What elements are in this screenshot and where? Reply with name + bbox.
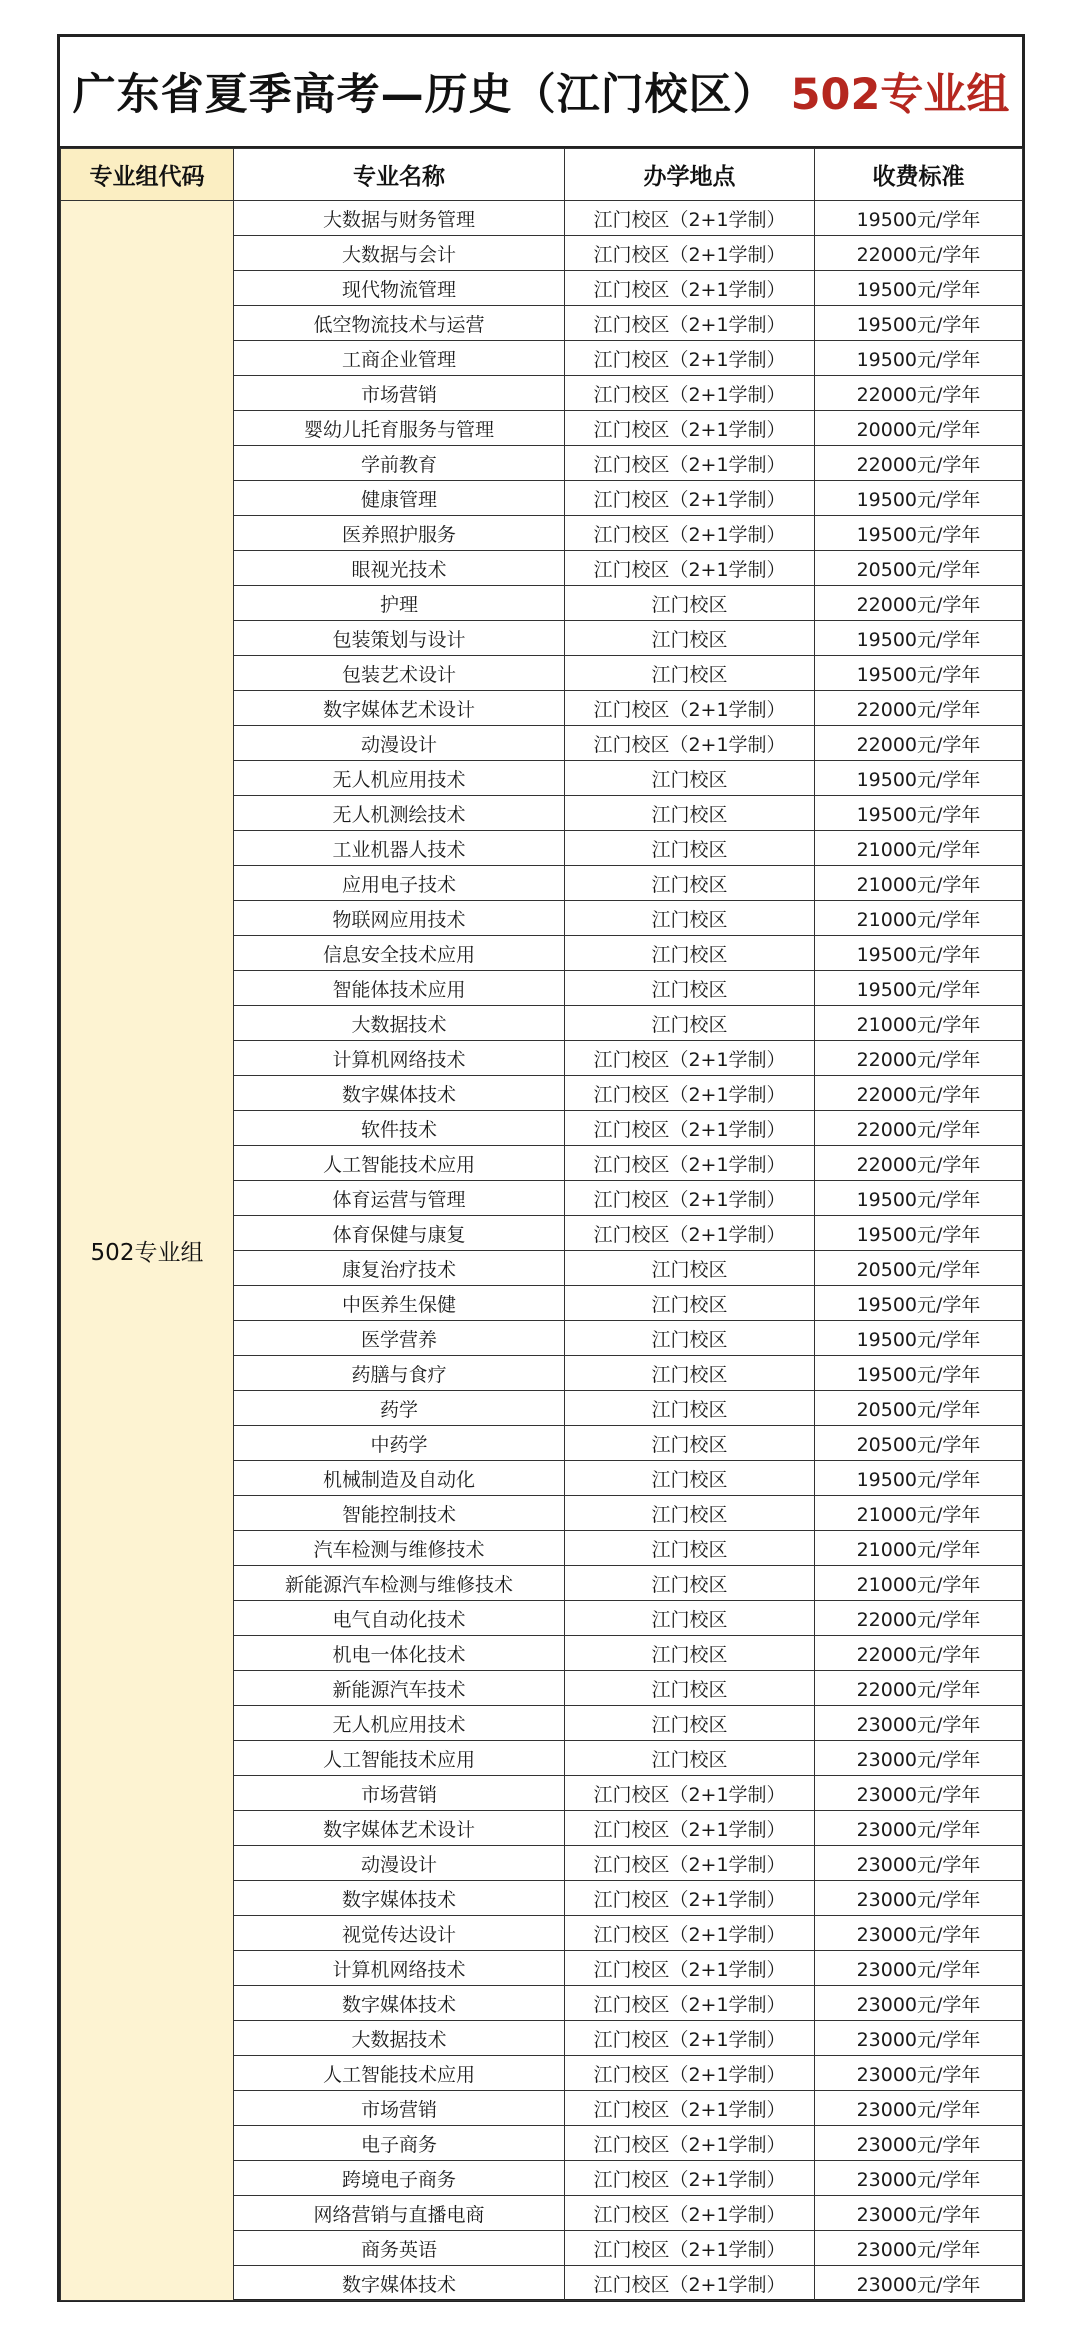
location-cell: 江门校区（2+1学制） [565, 1881, 815, 1916]
location-cell: 江门校区（2+1学制） [565, 1041, 815, 1076]
major-name-cell: 数字媒体技术 [234, 2266, 565, 2301]
location-cell: 江门校区（2+1学制） [565, 2056, 815, 2091]
location-cell: 江门校区 [565, 1706, 815, 1741]
major-name-cell: 眼视光技术 [234, 551, 565, 586]
tuition-cell: 23000元/学年 [815, 2056, 1023, 2091]
major-name-cell: 医学营养 [234, 1321, 565, 1356]
location-cell: 江门校区 [565, 971, 815, 1006]
location-cell: 江门校区 [565, 866, 815, 901]
location-cell: 江门校区（2+1学制） [565, 2126, 815, 2161]
major-name-cell: 大数据与会计 [234, 236, 565, 271]
location-cell: 江门校区 [565, 1601, 815, 1636]
group-code-cell: 502专业组 [61, 201, 234, 2301]
tuition-cell: 22000元/学年 [815, 1076, 1023, 1111]
major-name-cell: 数字媒体技术 [234, 1076, 565, 1111]
tuition-cell: 19500元/学年 [815, 271, 1023, 306]
major-name-cell: 康复治疗技术 [234, 1251, 565, 1286]
major-name-cell: 市场营销 [234, 1776, 565, 1811]
major-name-cell: 体育保健与康复 [234, 1216, 565, 1251]
column-header-location: 办学地点 [565, 149, 815, 201]
tuition-cell: 19500元/学年 [815, 1286, 1023, 1321]
major-name-cell: 低空物流技术与运营 [234, 306, 565, 341]
major-name-cell: 新能源汽车技术 [234, 1671, 565, 1706]
location-cell: 江门校区 [565, 1286, 815, 1321]
major-name-cell: 智能控制技术 [234, 1496, 565, 1531]
major-name-cell: 动漫设计 [234, 1846, 565, 1881]
major-name-cell: 工业机器人技术 [234, 831, 565, 866]
location-cell: 江门校区 [565, 901, 815, 936]
major-name-cell: 数字媒体技术 [234, 1986, 565, 2021]
tuition-cell: 23000元/学年 [815, 1811, 1023, 1846]
location-cell: 江门校区（2+1学制） [565, 1111, 815, 1146]
tuition-cell: 19500元/学年 [815, 481, 1023, 516]
tuition-cell: 23000元/学年 [815, 2161, 1023, 2196]
major-name-cell: 汽车检测与维修技术 [234, 1531, 565, 1566]
location-cell: 江门校区（2+1学制） [565, 2231, 815, 2266]
major-name-cell: 大数据技术 [234, 2021, 565, 2056]
location-cell: 江门校区 [565, 1391, 815, 1426]
location-cell: 江门校区（2+1学制） [565, 551, 815, 586]
location-cell: 江门校区（2+1学制） [565, 1846, 815, 1881]
tuition-cell: 19500元/学年 [815, 201, 1023, 236]
title-bar [60, 37, 1022, 148]
location-cell: 江门校区 [565, 796, 815, 831]
tuition-cell: 23000元/学年 [815, 2266, 1023, 2301]
major-name-cell: 电气自动化技术 [234, 1601, 565, 1636]
tuition-cell: 23000元/学年 [815, 1951, 1023, 1986]
major-name-cell: 现代物流管理 [234, 271, 565, 306]
location-cell: 江门校区 [565, 586, 815, 621]
location-cell: 江门校区（2+1学制） [565, 1986, 815, 2021]
major-name-cell: 数字媒体艺术设计 [234, 691, 565, 726]
major-name-cell: 商务英语 [234, 2231, 565, 2266]
major-name-cell: 视觉传达设计 [234, 1916, 565, 1951]
major-name-cell: 无人机应用技术 [234, 761, 565, 796]
location-cell: 江门校区（2+1学制） [565, 411, 815, 446]
major-name-cell: 大数据技术 [234, 1006, 565, 1041]
location-cell: 江门校区（2+1学制） [565, 306, 815, 341]
location-cell: 江门校区 [565, 1566, 815, 1601]
major-name-cell: 电子商务 [234, 2126, 565, 2161]
tuition-cell: 19500元/学年 [815, 516, 1023, 551]
major-name-cell: 机电一体化技术 [234, 1636, 565, 1671]
location-cell: 江门校区（2+1学制） [565, 691, 815, 726]
tuition-cell: 22000元/学年 [815, 1041, 1023, 1076]
tuition-cell: 19500元/学年 [815, 341, 1023, 376]
location-cell: 江门校区（2+1学制） [565, 1811, 815, 1846]
location-cell: 江门校区（2+1学制） [565, 376, 815, 411]
tuition-cell: 22000元/学年 [815, 1111, 1023, 1146]
major-table [60, 148, 1023, 2301]
major-name-cell: 机械制造及自动化 [234, 1461, 565, 1496]
tuition-cell: 22000元/学年 [815, 1601, 1023, 1636]
page-title: 广东省夏季高考—历史（江门校区） [72, 70, 777, 120]
major-name-cell: 网络营销与直播电商 [234, 2196, 565, 2231]
location-cell: 江门校区 [565, 1426, 815, 1461]
location-cell: 江门校区（2+1学制） [565, 1951, 815, 1986]
location-cell: 江门校区 [565, 1321, 815, 1356]
location-cell: 江门校区 [565, 1496, 815, 1531]
major-name-cell: 数字媒体技术 [234, 1881, 565, 1916]
column-header-group-code: 专业组代码 [61, 149, 234, 201]
tuition-cell: 23000元/学年 [815, 1706, 1023, 1741]
location-cell: 江门校区（2+1学制） [565, 481, 815, 516]
location-cell: 江门校区（2+1学制） [565, 201, 815, 236]
major-name-cell: 人工智能技术应用 [234, 2056, 565, 2091]
column-header-tuition: 收费标准 [815, 149, 1023, 201]
major-name-cell: 医养照护服务 [234, 516, 565, 551]
tuition-cell: 23000元/学年 [815, 1986, 1023, 2021]
tuition-cell: 23000元/学年 [815, 1881, 1023, 1916]
tuition-cell: 20500元/学年 [815, 1426, 1023, 1461]
tuition-cell: 19500元/学年 [815, 761, 1023, 796]
column-header-major-name: 专业名称 [234, 149, 565, 201]
tuition-cell: 19500元/学年 [815, 936, 1023, 971]
location-cell: 江门校区 [565, 831, 815, 866]
location-cell: 江门校区（2+1学制） [565, 2091, 815, 2126]
group-title-accent: 502专业组 [790, 70, 1010, 120]
location-cell: 江门校区（2+1学制） [565, 1146, 815, 1181]
major-name-cell: 智能体技术应用 [234, 971, 565, 1006]
location-cell: 江门校区 [565, 1741, 815, 1776]
tuition-cell: 19500元/学年 [815, 306, 1023, 341]
major-name-cell: 中药学 [234, 1426, 565, 1461]
tuition-cell: 22000元/学年 [815, 236, 1023, 271]
location-cell: 江门校区（2+1学制） [565, 516, 815, 551]
tuition-cell: 19500元/学年 [815, 796, 1023, 831]
major-name-cell: 动漫设计 [234, 726, 565, 761]
location-cell: 江门校区（2+1学制） [565, 341, 815, 376]
tuition-cell: 21000元/学年 [815, 866, 1023, 901]
major-name-cell: 药学 [234, 1391, 565, 1426]
major-name-cell: 工商企业管理 [234, 341, 565, 376]
tuition-cell: 22000元/学年 [815, 1146, 1023, 1181]
location-cell: 江门校区（2+1学制） [565, 2161, 815, 2196]
tuition-cell: 22000元/学年 [815, 691, 1023, 726]
major-name-cell: 包装艺术设计 [234, 656, 565, 691]
location-cell: 江门校区（2+1学制） [565, 726, 815, 761]
major-name-cell: 健康管理 [234, 481, 565, 516]
location-cell: 江门校区 [565, 1636, 815, 1671]
major-name-cell: 大数据与财务管理 [234, 201, 565, 236]
location-cell: 江门校区（2+1学制） [565, 1076, 815, 1111]
location-cell: 江门校区 [565, 936, 815, 971]
tuition-cell: 20500元/学年 [815, 1251, 1023, 1286]
tuition-cell: 22000元/学年 [815, 1671, 1023, 1706]
major-name-cell: 新能源汽车检测与维修技术 [234, 1566, 565, 1601]
tuition-cell: 19500元/学年 [815, 1321, 1023, 1356]
tuition-cell: 21000元/学年 [815, 1006, 1023, 1041]
major-name-cell: 无人机应用技术 [234, 1706, 565, 1741]
tuition-cell: 20500元/学年 [815, 1391, 1023, 1426]
major-name-cell: 信息安全技术应用 [234, 936, 565, 971]
location-cell: 江门校区 [565, 1006, 815, 1041]
major-name-cell: 应用电子技术 [234, 866, 565, 901]
table-header-row [61, 149, 1023, 201]
major-name-cell: 无人机测绘技术 [234, 796, 565, 831]
location-cell: 江门校区（2+1学制） [565, 1776, 815, 1811]
tuition-cell: 19500元/学年 [815, 1461, 1023, 1496]
tuition-cell: 21000元/学年 [815, 1566, 1023, 1601]
tuition-cell: 21000元/学年 [815, 831, 1023, 866]
tuition-cell: 19500元/学年 [815, 621, 1023, 656]
major-name-cell: 中医养生保健 [234, 1286, 565, 1321]
location-cell: 江门校区 [565, 1531, 815, 1566]
location-cell: 江门校区（2+1学制） [565, 2196, 815, 2231]
location-cell: 江门校区（2+1学制） [565, 1181, 815, 1216]
tuition-cell: 22000元/学年 [815, 726, 1023, 761]
major-name-cell: 护理 [234, 586, 565, 621]
tuition-cell: 19500元/学年 [815, 1216, 1023, 1251]
location-cell: 江门校区（2+1学制） [565, 271, 815, 306]
major-name-cell: 物联网应用技术 [234, 901, 565, 936]
location-cell: 江门校区 [565, 1671, 815, 1706]
major-name-cell: 学前教育 [234, 446, 565, 481]
tuition-cell: 21000元/学年 [815, 1496, 1023, 1531]
location-cell: 江门校区 [565, 621, 815, 656]
location-cell: 江门校区 [565, 1356, 815, 1391]
tuition-cell: 21000元/学年 [815, 901, 1023, 936]
location-cell: 江门校区（2+1学制） [565, 236, 815, 271]
major-name-cell: 包装策划与设计 [234, 621, 565, 656]
major-name-cell: 体育运营与管理 [234, 1181, 565, 1216]
table-row [61, 201, 1023, 236]
location-cell: 江门校区（2+1学制） [565, 1916, 815, 1951]
tuition-cell: 23000元/学年 [815, 2196, 1023, 2231]
major-name-cell: 市场营销 [234, 2091, 565, 2126]
location-cell: 江门校区 [565, 1461, 815, 1496]
major-name-cell: 软件技术 [234, 1111, 565, 1146]
location-cell: 江门校区（2+1学制） [565, 1216, 815, 1251]
tuition-cell: 22000元/学年 [815, 1636, 1023, 1671]
tuition-cell: 20000元/学年 [815, 411, 1023, 446]
tuition-cell: 23000元/学年 [815, 1776, 1023, 1811]
tuition-cell: 23000元/学年 [815, 1916, 1023, 1951]
tuition-cell: 19500元/学年 [815, 971, 1023, 1006]
tuition-cell: 19500元/学年 [815, 1356, 1023, 1391]
location-cell: 江门校区 [565, 1251, 815, 1286]
location-cell: 江门校区（2+1学制） [565, 2021, 815, 2056]
tuition-cell: 23000元/学年 [815, 2231, 1023, 2266]
tuition-cell: 22000元/学年 [815, 376, 1023, 411]
enrollment-sheet [57, 34, 1025, 2302]
tuition-cell: 22000元/学年 [815, 586, 1023, 621]
tuition-cell: 22000元/学年 [815, 446, 1023, 481]
tuition-cell: 19500元/学年 [815, 656, 1023, 691]
tuition-cell: 20500元/学年 [815, 551, 1023, 586]
location-cell: 江门校区（2+1学制） [565, 446, 815, 481]
tuition-cell: 23000元/学年 [815, 2091, 1023, 2126]
location-cell: 江门校区（2+1学制） [565, 2266, 815, 2301]
major-name-cell: 数字媒体艺术设计 [234, 1811, 565, 1846]
major-name-cell: 跨境电子商务 [234, 2161, 565, 2196]
major-name-cell: 计算机网络技术 [234, 1951, 565, 1986]
tuition-cell: 23000元/学年 [815, 2126, 1023, 2161]
tuition-cell: 23000元/学年 [815, 1846, 1023, 1881]
major-name-cell: 市场营销 [234, 376, 565, 411]
major-name-cell: 药膳与食疗 [234, 1356, 565, 1391]
table-body [61, 201, 1023, 2301]
tuition-cell: 19500元/学年 [815, 1181, 1023, 1216]
major-name-cell: 计算机网络技术 [234, 1041, 565, 1076]
location-cell: 江门校区 [565, 656, 815, 691]
major-name-cell: 人工智能技术应用 [234, 1741, 565, 1776]
tuition-cell: 23000元/学年 [815, 2021, 1023, 2056]
major-name-cell: 婴幼儿托育服务与管理 [234, 411, 565, 446]
tuition-cell: 23000元/学年 [815, 1741, 1023, 1776]
location-cell: 江门校区 [565, 761, 815, 796]
major-name-cell: 人工智能技术应用 [234, 1146, 565, 1181]
tuition-cell: 21000元/学年 [815, 1531, 1023, 1566]
